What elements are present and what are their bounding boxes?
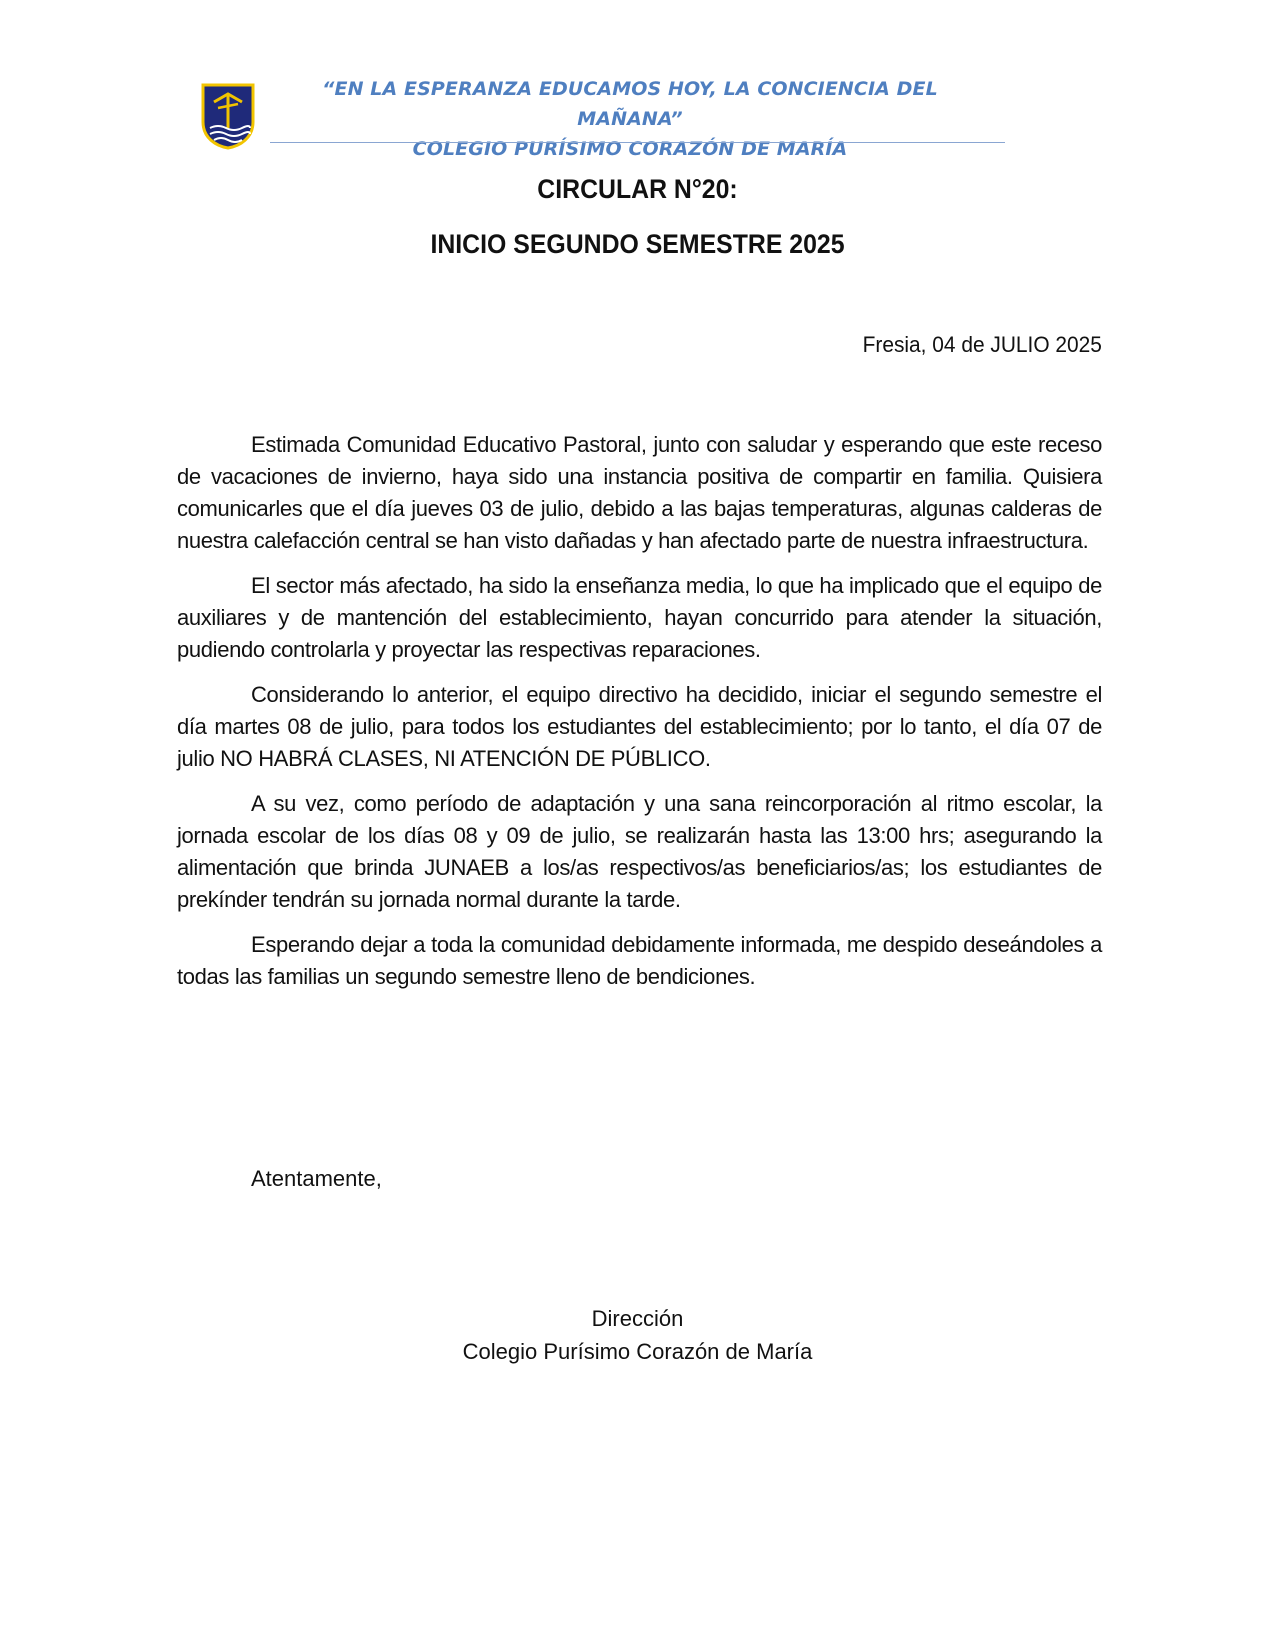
- signature-department: Dirección: [591, 1306, 684, 1331]
- body-paragraph: El sector más afectado, ha sido la enseñanza media, lo que ha implicado que el equipo de auxiliares y de mantención del establecimiento, hayan concurrido para atender la situación, pudiendo controlarla y proyectar las respectivas reparaciones.: [177, 573, 1102, 662]
- header-divider: [270, 142, 1005, 143]
- body-paragraph: Estimada Comunidad Educativo Pastoral, junto con saludar y esperando que este receso de vacaciones de invierno, haya sido una instancia positiva de compartir en familia. Quisiera comunicarles que el día jueves 03 de julio, debido a las bajas temperaturas, algunas calderas de nuestra calefacción central se han visto dañadas y han afectado parte de nuestra infraestructura.: [177, 432, 1102, 553]
- body-paragraph: Considerando lo anterior, el equipo directivo ha decidido, iniciar el segundo semestre el día martes 08 de julio, para todos los estudiantes del establecimiento; por lo tanto, el día 07 de julio NO HABRÁ CLASES, NI ATENCIÓN DE PÚBLICO.: [177, 682, 1102, 771]
- school-motto: “EN LA ESPERANZA EDUCAMOS HOY, LA CONCIENCIA DEL MAÑANA”: [322, 78, 938, 130]
- body-paragraph: Esperando dejar a toda la comunidad debidamente informada, me despido deseándoles a todas las familias un segundo semestre lleno de bendiciones.: [177, 932, 1102, 989]
- letterhead: [200, 70, 1210, 160]
- circular-subject: INICIO SEGUNDO SEMESTRE 2025: [430, 229, 845, 259]
- school-name: COLEGIO PURÍSIMO CORAZÓN DE MARÍA: [412, 138, 848, 160]
- closing-salutation: Atentamente,: [251, 1166, 382, 1191]
- circular-body: [177, 429, 1102, 1006]
- signature-school: Colegio Purísimo Corazón de María: [462, 1339, 813, 1364]
- school-crest-icon: [200, 82, 256, 150]
- document-date: Fresia, 04 de JULIO 2025: [862, 332, 1102, 357]
- body-paragraph: A su vez, como período de adaptación y una sana reincorporación al ritmo escolar, la jornada escolar de los días 08 y 09 de julio, se realizarán hasta las 13:00 hrs; asegurando la alimentación que brinda JUNAEB a los/as respectivos/as beneficiarios/as; los estudiantes de prekínder tendrán su jornada normal durante la tarde.: [177, 791, 1102, 912]
- circular-number: CIRCULAR N°20:: [537, 174, 738, 204]
- school-motto-and-name: [270, 74, 990, 164]
